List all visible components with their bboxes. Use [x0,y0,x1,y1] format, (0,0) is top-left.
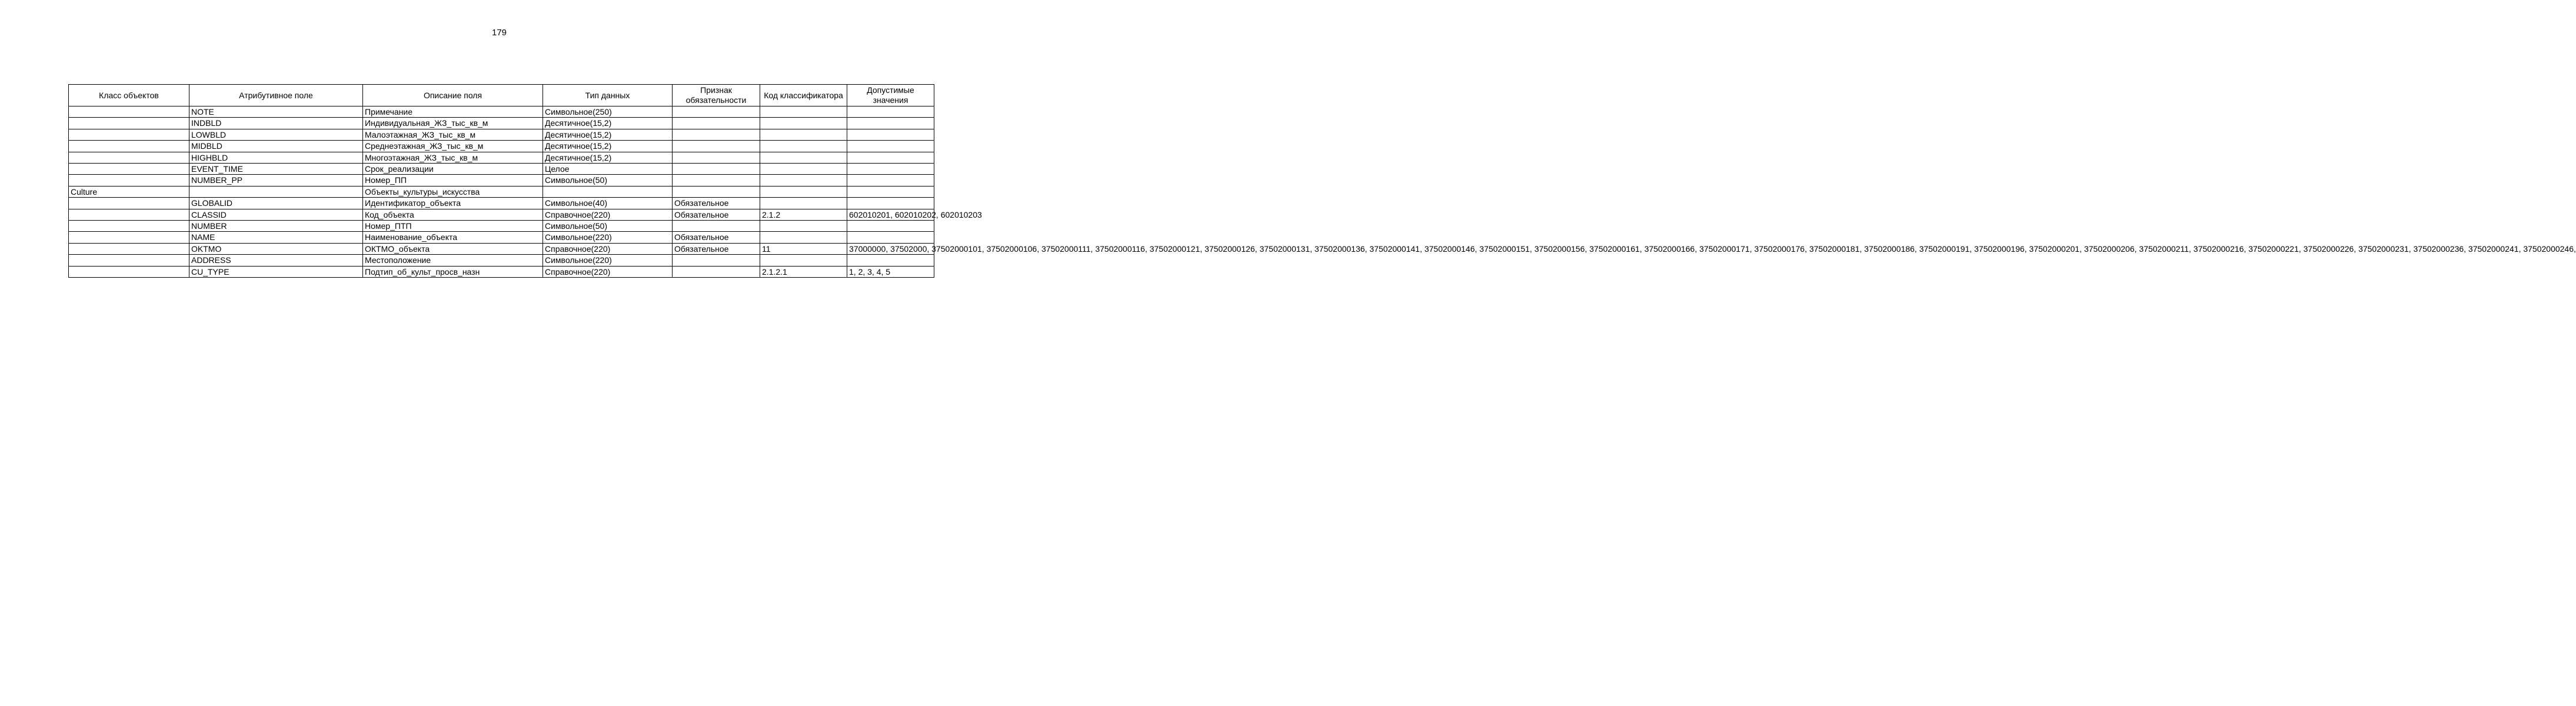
object-class-cell [69,243,189,254]
allowed-values-cell [847,221,934,232]
required-flag-cell: Обязательное [673,198,760,209]
allowed-values-cell [847,106,934,118]
required-flag-cell [673,175,760,186]
field-description-cell: Местоположение [363,255,543,266]
data-type-cell: Десятичное(15,2) [543,152,673,163]
required-flag-cell [673,164,760,175]
classifier-code-cell [760,232,847,243]
classifier-code-cell: 2.1.2 [760,209,847,220]
required-flag-cell [673,255,760,266]
data-type-cell: Символьное(220) [543,255,673,266]
object-class-cell [69,164,189,175]
required-flag-cell [673,106,760,118]
allowed-values-cell [847,152,934,163]
required-flag-cell: Обязательное [673,232,760,243]
header-object-class: Класс объектов [69,85,189,106]
attribute-field-cell: EVENT_TIME [189,164,363,175]
data-type-cell: Справочное(220) [543,266,673,277]
object-class-cell [69,232,189,243]
table-row [69,266,934,277]
header-required-flag: Признак обязательности [673,85,760,106]
classifier-code-cell [760,141,847,152]
field-description-cell: Номер_ПП [363,175,543,186]
object-class-cell [69,175,189,186]
field-description-cell: Примечание [363,106,543,118]
header-classifier-code: Код классификатора [760,85,847,106]
classifier-code-cell [760,221,847,232]
classifier-code-cell [760,118,847,129]
header-data-type: Тип данных [543,85,673,106]
classifier-code-cell: 2.1.2.1 [760,266,847,277]
required-flag-cell [673,221,760,232]
attribute-field-cell: MIDBLD [189,141,363,152]
attribute-field-cell: ADDRESS [189,255,363,266]
data-type-cell: Десятичное(15,2) [543,141,673,152]
header-field-description: Описание поля [363,85,543,106]
table-row [69,198,934,209]
object-class-cell [69,221,189,232]
attribute-field-cell: INDBLD [189,118,363,129]
classifier-code-cell [760,198,847,209]
table-row [69,141,934,152]
required-flag-cell [673,118,760,129]
data-type-cell: Десятичное(15,2) [543,129,673,140]
field-description-cell: Номер_ПТП [363,221,543,232]
allowed-values-cell: 1, 2, 3, 4, 5 [847,266,934,277]
object-class-cell [69,209,189,220]
header-attribute-field: Атрибутивное поле [189,85,363,106]
allowed-values-cell [847,141,934,152]
required-flag-cell [673,186,760,197]
header-allowed-values: Допустимые значения [847,85,934,106]
allowed-values-cell: 37000000, 37502000, 37502000101, 37502000106, 37502000111, 37502000116, 37502000121, 37502000126, 37502000131, 37502000136, 37502000141, 37502000146, 37502000151, 37502000156, 37502000161, 37502000166, 37502000171, 37502000176, 37502000181, 37502000186, 37502000191, 37502000196, 37502000201, 37502000206, 37502000211, 37502000216, 37502000221, 37502000226, 37502000231, 37502000236, 37502000241, 37502000246, [847,243,934,254]
object-class-cell [69,129,189,140]
data-type-cell: Символьное(250) [543,106,673,118]
attribute-field-cell: OKTMO [189,243,363,254]
table-row [69,221,934,232]
attribute-field-cell: NUMBER_PP [189,175,363,186]
classifier-code-cell [760,164,847,175]
table-row [69,152,934,163]
attribute-field-cell [189,186,363,197]
attribute-field-cell: CLASSID [189,209,363,220]
allowed-values-cell [847,129,934,140]
attribute-field-cell: NOTE [189,106,363,118]
classifier-code-cell: 11 [760,243,847,254]
object-class-cell: Culture [69,186,189,197]
attribute-field-cell: GLOBALID [189,198,363,209]
field-description-cell: ОКТМО_объекта [363,243,543,254]
required-flag-cell [673,129,760,140]
allowed-values-cell [847,175,934,186]
allowed-values-cell: 602010201, 602010202, 602010203 [847,209,934,220]
required-flag-cell: Обязательное [673,209,760,220]
field-description-cell: Идентификатор_объекта [363,198,543,209]
table-row [69,243,934,254]
table-row [69,232,934,243]
table-row [69,175,934,186]
object-class-cell [69,266,189,277]
field-description-cell: Наименование_объекта [363,232,543,243]
table-row [69,186,934,197]
object-class-cell [69,118,189,129]
classifier-code-cell [760,106,847,118]
required-flag-cell [673,152,760,163]
object-class-cell [69,152,189,163]
object-class-cell [69,141,189,152]
field-description-cell: Код_объекта [363,209,543,220]
allowed-values-cell [847,186,934,197]
data-type-cell: Символьное(40) [543,198,673,209]
object-class-cell [69,106,189,118]
classifier-code-cell [760,152,847,163]
table-row [69,129,934,140]
header-row [69,85,934,106]
allowed-values-cell [847,255,934,266]
field-description-cell: Срок_реализации [363,164,543,175]
data-type-cell: Символьное(220) [543,232,673,243]
field-description-cell: Среднеэтажная_ЖЗ_тыс_кв_м [363,141,543,152]
classifier-code-cell [760,129,847,140]
attribute-field-cell: HIGHBLD [189,152,363,163]
table-row [69,106,934,118]
table-row [69,255,934,266]
data-type-cell [543,186,673,197]
field-description-cell: Подтип_об_культ_просв_назн [363,266,543,277]
data-type-cell: Символьное(50) [543,221,673,232]
table-row [69,164,934,175]
allowed-values-cell [847,198,934,209]
field-description-cell: Индивидуальная_ЖЗ_тыс_кв_м [363,118,543,129]
data-type-cell: Справочное(220) [543,243,673,254]
attribute-field-cell: LOWBLD [189,129,363,140]
required-flag-cell: Обязательное [673,243,760,254]
attribute-field-cell: NUMBER [189,221,363,232]
required-flag-cell [673,266,760,277]
field-description-cell: Малоэтажная_ЖЗ_тыс_кв_м [363,129,543,140]
data-type-cell: Справочное(220) [543,209,673,220]
allowed-values-cell [847,118,934,129]
table-row [69,209,934,220]
classifier-code-cell [760,255,847,266]
attribute-field-cell: CU_TYPE [189,266,363,277]
field-description-cell: Многоэтажная_ЖЗ_тыс_кв_м [363,152,543,163]
field-description-cell: Объекты_культуры_искусства [363,186,543,197]
page-number: 179 [491,28,507,38]
data-type-cell: Десятичное(15,2) [543,118,673,129]
object-class-cell [69,198,189,209]
data-type-cell: Целое [543,164,673,175]
required-flag-cell [673,141,760,152]
data-type-cell: Символьное(50) [543,175,673,186]
classifier-code-cell [760,186,847,197]
allowed-values-cell [847,232,934,243]
allowed-values-cell [847,164,934,175]
table-row [69,118,934,129]
object-class-cell [69,255,189,266]
attribute-table [68,84,2576,278]
attribute-field-cell: NAME [189,232,363,243]
classifier-code-cell [760,175,847,186]
